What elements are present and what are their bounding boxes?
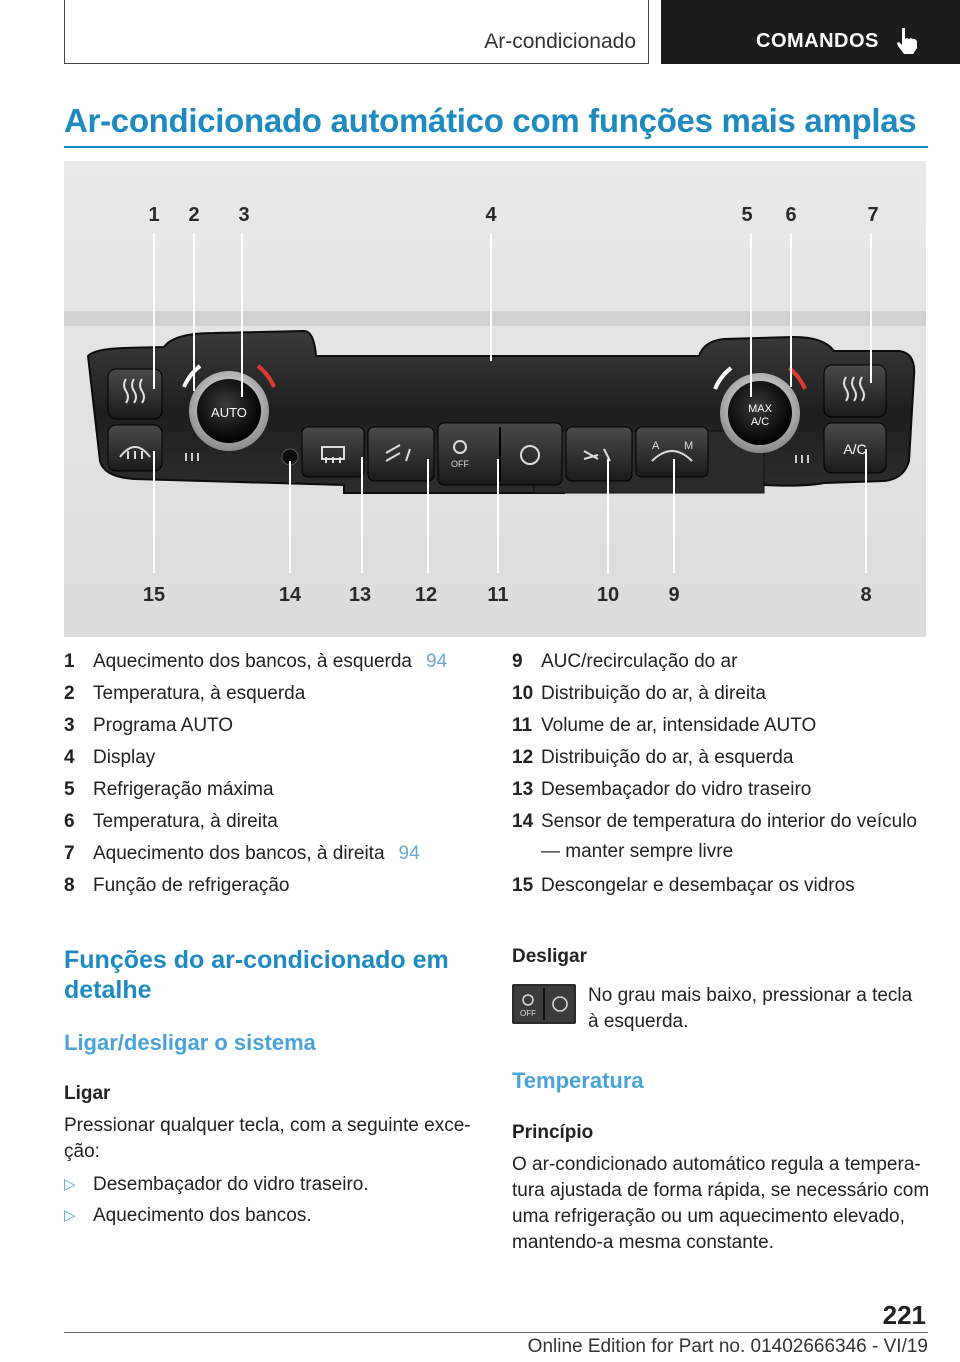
section-heading: Funções do ar-condicionado em detalhe <box>64 946 449 1004</box>
footer-rule <box>64 1332 928 1333</box>
off-key-label: OFF <box>451 459 469 469</box>
legend-number: 8 <box>64 875 75 896</box>
legend-number: 7 <box>64 843 75 864</box>
callout-4: 4 <box>485 204 497 226</box>
callout-5: 5 <box>741 204 753 226</box>
legend-item <box>512 678 928 710</box>
climate-control-panel-figure <box>64 161 926 637</box>
legend-number: 13 <box>512 779 534 800</box>
bullet-triangle-icon: ▷ <box>64 1176 76 1193</box>
legend-number: 2 <box>64 683 75 704</box>
header-divider-left <box>64 0 65 64</box>
off-text: No grau mais baixo, pressionar a tecla à esquerda. <box>588 985 913 1032</box>
off-key-icon-label: OFF <box>520 1009 536 1018</box>
principle-heading: Princípio <box>512 1122 594 1143</box>
legend-number: 10 <box>512 683 534 704</box>
legend-text: Sensor de temperatura do interior do veículo — manter sempre livre <box>541 811 917 862</box>
callout-6: 6 <box>785 204 797 226</box>
callout-9: 9 <box>668 584 680 606</box>
callout-8: 8 <box>860 584 872 606</box>
recirculation-key <box>636 427 708 477</box>
legend-item <box>64 870 464 902</box>
legend-text: Display <box>93 747 156 768</box>
callout-1: 1 <box>148 204 160 226</box>
legend-text: Distribuição do ar, à esquerda <box>541 747 794 768</box>
legend-item <box>64 646 464 678</box>
on-text: Pressionar qualquer tecla, com a seguinte exceção: <box>64 1115 471 1162</box>
off-heading: Desligar <box>512 946 587 967</box>
legend-left-column <box>64 646 464 902</box>
max-key-label: MAX <box>748 403 772 415</box>
legend-item <box>64 742 464 774</box>
ac-key <box>824 423 886 473</box>
header-section-title: Ar-condicionado <box>484 30 636 53</box>
legend-item <box>64 678 464 710</box>
legend-number: 9 <box>512 651 523 672</box>
callout-2: 2 <box>188 204 200 226</box>
legend-number: 3 <box>64 715 75 736</box>
recirculation-a-label: A <box>652 440 660 452</box>
max-ac-key-label: A/C <box>750 416 770 428</box>
legend-item <box>512 646 928 678</box>
legend-text: Programa AUTO <box>93 715 234 736</box>
page-reference-link[interactable]: 94 <box>398 843 420 864</box>
legend-text: Temperatura, à esquerda <box>93 683 306 704</box>
air-distribution-right-key <box>566 427 632 481</box>
legend-item <box>512 806 928 870</box>
legend-item <box>512 870 928 902</box>
header-chapter-label: COMANDOS <box>756 30 879 52</box>
legend-text: Descongelar e desembaçar os vidros <box>541 875 855 896</box>
rear-window-defrost-key <box>302 427 364 477</box>
legend-number: 4 <box>64 747 75 768</box>
bullet-text: Desembaçador do vidro traseiro. <box>93 1174 369 1195</box>
legend-text: Função de refrigeração <box>93 875 290 896</box>
page-reference-link[interactable]: 94 <box>426 651 448 672</box>
air-volume-key <box>438 423 562 485</box>
callout-14: 14 <box>278 584 302 606</box>
callout-3: 3 <box>238 204 250 226</box>
page-title: Ar-condicionado automático com funções mais amplas <box>64 102 917 139</box>
legend-number: 15 <box>512 875 534 896</box>
callout-11: 11 <box>487 584 509 606</box>
legend-item <box>64 774 464 806</box>
recirculation-m-label: M <box>684 440 694 452</box>
ac-key-label: A/C <box>843 441 867 457</box>
legend-text: Aquecimento dos bancos, à esquerda <box>93 651 412 672</box>
legend-text: Distribuição do ar, à direita <box>541 683 766 704</box>
callout-13: 13 <box>348 584 372 606</box>
legend-item <box>512 742 928 774</box>
legend-number: 6 <box>64 811 75 832</box>
header-divider-middle <box>648 0 649 64</box>
legend-item <box>64 838 464 870</box>
legend-text: Volume de ar, intensidade AUTO <box>541 715 817 736</box>
header-divider-bottom <box>64 63 649 64</box>
footer-edition: Online Edition for Part no. 01402666346 - VI/19 <box>527 1336 928 1357</box>
legend-item <box>512 710 928 742</box>
legend-text: Refrigeração máxima <box>93 779 274 800</box>
legend-number: 5 <box>64 779 75 800</box>
air-distribution-left-key <box>368 427 434 481</box>
callout-12: 12 <box>414 584 438 606</box>
legend-right-column <box>512 646 928 902</box>
legend-text: Temperatura, à direita <box>93 811 278 832</box>
legend-item <box>64 710 464 742</box>
legend-item <box>64 806 464 838</box>
callout-15: 15 <box>142 584 166 606</box>
subsection-heading: Ligar/desligar o sistema <box>64 1030 316 1055</box>
bullet-text: Aquecimento dos bancos. <box>93 1205 312 1226</box>
title-rule <box>64 146 928 148</box>
fan-off-key-icon <box>512 984 576 1024</box>
legend-text: AUC/recirculação do ar <box>541 651 738 672</box>
page-number: 221 <box>882 1300 926 1330</box>
auto-key-label: AUTO <box>211 405 247 420</box>
legend-number: 1 <box>64 651 75 672</box>
seat-heating-right-key <box>824 365 886 417</box>
legend-item <box>512 774 928 806</box>
temperature-heading: Temperatura <box>512 1068 644 1093</box>
temperature-text: O ar-condicionado automático regula a temperatura ajustada de forma rápida, se necessário com uma refrigeração ou um aquecimento elevado, mantendo-a mesma constante. <box>512 1154 930 1253</box>
callout-10: 10 <box>596 584 620 606</box>
callout-7: 7 <box>867 204 879 226</box>
legend-number: 11 <box>512 715 533 736</box>
bullet-triangle-icon: ▷ <box>64 1207 76 1224</box>
on-heading: Ligar <box>64 1083 111 1104</box>
legend-text: Desembaçador do vidro traseiro <box>541 779 812 800</box>
legend-number: 14 <box>512 811 534 832</box>
legend-number: 12 <box>512 747 534 768</box>
hand-pointer-icon <box>893 26 921 56</box>
legend-text: Aquecimento dos bancos, à direita <box>93 843 385 864</box>
